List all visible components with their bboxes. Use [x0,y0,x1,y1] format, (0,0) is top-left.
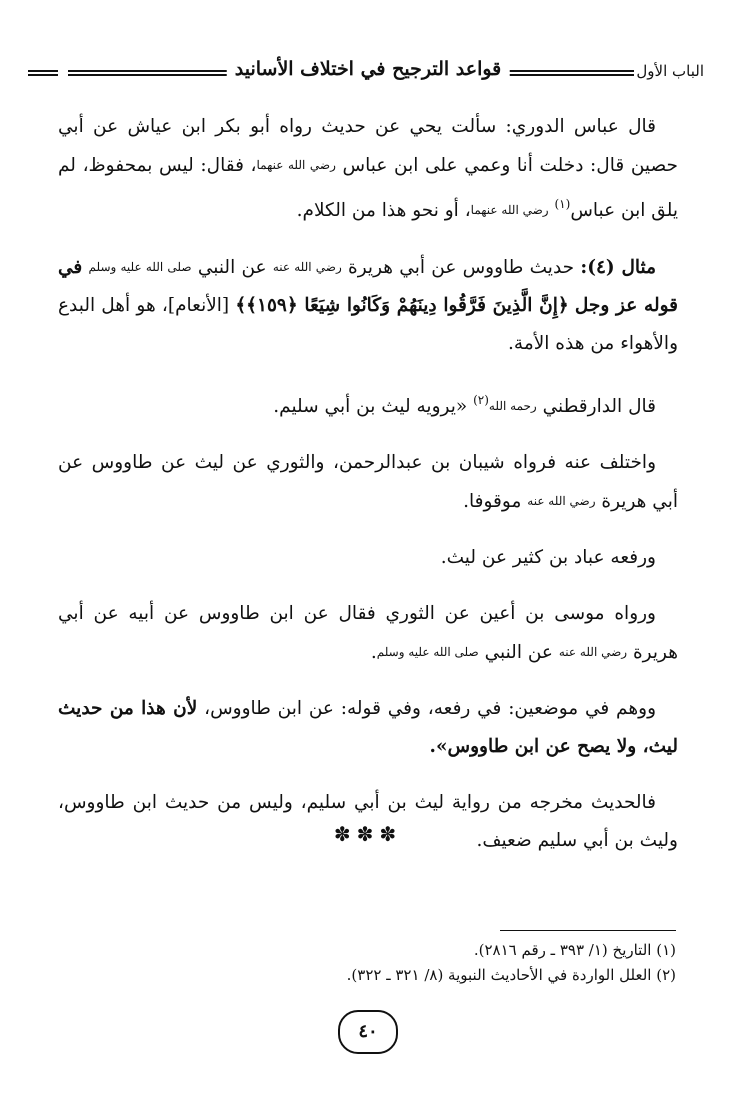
text-run: ، أو نحو هذا من الكلام. [296,200,471,221]
honorific-sallallahu: صلى الله عليه وسلم [376,645,479,659]
honorific-radiyallahu-anhu: رضي الله عنه [558,645,628,659]
paragraph-6: ورواه موسى بن أعين عن الثوري فقال عن ابن طاووس عن أبيه عن أبي هريرة رضي الله عنه عن النبي صلى الله عليه وسلم. [58,603,678,663]
honorific-sallallahu: صلى الله عليه وسلم [88,260,192,274]
paragraph-2 [58,248,678,363]
quran-verse: ﴿إِنَّ الَّذِينَ فَرَّقُوا دِينَهُمْ وَكَانُوا شِيَعًا ﴿١٥٩﴾﴾ [235,295,569,316]
footnote-2: (٢) العلل الواردة في الأحاديث النبوية (٨/ ٣٢١ ـ ٣٢٢). [346,966,676,984]
text-run-bold: في قوله عز وجل [58,257,678,316]
paragraph-4 [58,444,678,521]
text-run: قال عباس الدوري: سألت يحي عن حديث رواه أبو بكر ابن عياش عن أبي حصين قال: دخلت أنا وعمي على ابن عباس [58,116,678,176]
text-run: «يرويه ليث بن أبي سليم. [273,396,468,417]
text-run: عن النبي [197,257,267,278]
text-run-bold: لأن هذا من حديث ليث، ولا يصح عن ابن طاووس». [58,698,678,757]
footnote-ref-1[interactable]: (١) [554,197,571,211]
book-title: قواعد الترجيح في اختلاف الأسانيد [227,58,510,80]
text-run: موقوفا. [463,491,522,512]
honorific-radiyallahu-anhu: رضي الله عنه [527,494,596,508]
text-run: واختلف عنه فرواه شيبان بن عبدالرحمن، والثوري عن ليث عن طاووس عن أبي هريرة [58,452,678,512]
footnotes [56,938,676,988]
paragraph-7 [58,690,678,766]
text-run: [الأنعام]، هو أهل البدع والأهواء من هذه الأمة. [58,295,678,354]
header-rule-left [68,70,228,76]
text-run: ووهم في موضعين: في رفعه، وفي قوله: عن ابن طاووس، [204,698,656,719]
chapter-title: الباب الأول [636,62,704,80]
footnote-rule [500,930,676,931]
text-run: قال الدارقطني [542,396,656,417]
paragraph-3 [58,381,678,426]
paragraph-1 [58,108,678,230]
example-label: مثال (٤): [580,257,657,278]
page-number: ٤٠ [338,1010,398,1054]
footnote-1: (١) التاريخ (١/ ٣٩٣ ـ رقم ٢٨١٦). [473,941,676,959]
honorific-radiyallahu-anhu: رضي الله عنه [272,260,342,274]
honorific-radiyallahu-anhuma: رضي الله عنهما [470,203,549,217]
section-separator: ✽✽✽ [333,822,403,846]
text-run: ورفعه عباد بن كثير عن ليث. [440,547,656,568]
text-run: فالحديث مخرجه من رواية ليث بن أبي سليم، وليس من حديث ابن طاووس، وليث بن أبي سليم ضعيف. [58,792,678,851]
main-text [58,108,678,878]
header-dash [28,70,58,76]
honorific-radiyallahu-anhuma: رضي الله عنهما [256,158,336,172]
text-run: عن النبي [484,642,553,663]
running-header [28,56,708,90]
text-run: حديث طاووس عن أبي هريرة [348,257,575,278]
text-run: ، فقال: ليس بمحفوظ، لم يلق ابن عباس [58,155,678,221]
footnote-ref-2[interactable]: (٢) [473,393,489,407]
paragraph-5 [58,539,678,577]
text-run: ورواه موسى بن أعين عن الثوري فقال عن ابن طاووس عن أبيه عن أبي هريرة [58,603,678,663]
honorific-rahimahullah: رحمه الله [488,399,537,413]
